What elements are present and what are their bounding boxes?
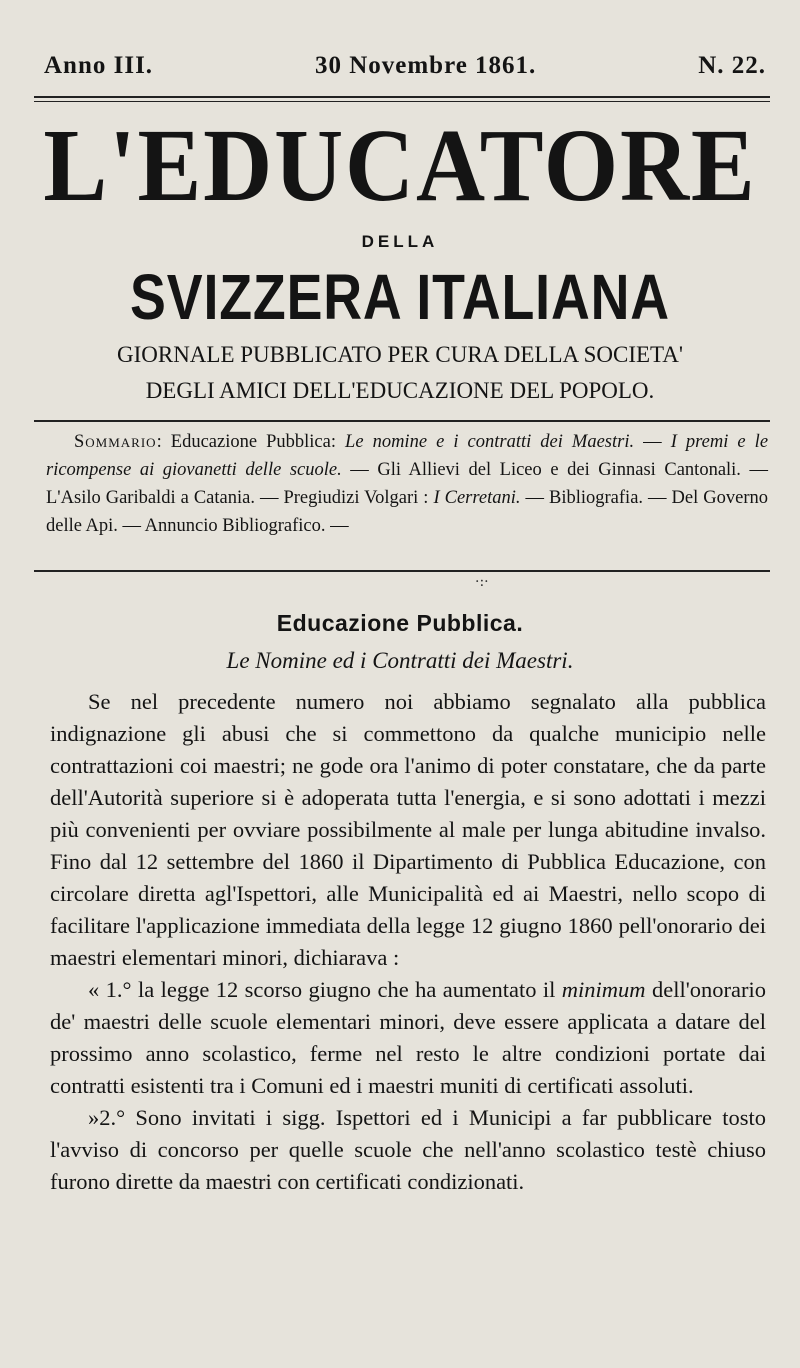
- summary-item: —: [634, 432, 671, 452]
- newspaper-subtitle: SVIZZERA ITALIANA: [130, 261, 670, 333]
- summary-item: Le nomine e i contratti dei Maestri.: [345, 432, 635, 452]
- summary-item: I Cerretani.: [433, 488, 521, 508]
- title-della: DELLA: [361, 232, 439, 251]
- summary-item: I premi e le ricompense ai giovanetti delle scuole.: [46, 432, 769, 480]
- issue-date: 30 Novembre 1861.: [314, 52, 537, 79]
- ornament-mark: ·:·: [475, 574, 489, 590]
- tagline-line-2: DEGLI AMICI DELL'EDUCAZIONE DEL POPOLO.: [145, 378, 655, 403]
- masthead-header-line: [44, 52, 766, 80]
- paragraph-text: dell'onorario de' maestri delle scuole elementari minori, deve essere applicata a datare del prossimo anno scolastico, ferme nel resto le altre condizioni portate dai contratti esistenti tra i Comuni ed i maestri muniti di certificati assoluti.: [50, 977, 766, 1098]
- newspaper-title: L'EDUCATORE: [43, 108, 757, 223]
- summary-rule-top: [34, 420, 770, 422]
- summary-item: — Gli Allievi del Liceo e dei Ginnasi Cantonali. — L'Asilo Garibaldi a Catania. — Pregiudizi Volgari :: [46, 460, 768, 508]
- summary-item: — Bibliografia. — Del Governo delle Api. — Annuncio Bibliografico. —: [46, 488, 768, 536]
- tagline-line-1: GIORNALE PUBBLICATO PER CURA DELLA SOCIETA': [116, 342, 684, 367]
- issue-number: N. 22.: [698, 52, 766, 79]
- article-paragraph: [50, 974, 766, 1102]
- summary-label: Sommario: [74, 432, 157, 452]
- article-paragraph: »2.° Sono invitati i sigg. Ispettori ed i Municipi a far pubblicare tosto l'avviso di concorso per quelle scuole che nell'anno scolastico testè chiuso furono dirette da maestri con certificati condizionati.: [50, 1105, 766, 1194]
- section-title: Educazione Pubblica.: [276, 610, 524, 636]
- volume-label: Anno III.: [44, 52, 154, 79]
- summary-box: Sommario: Educazione Pubblica: Le nomine e i contratti dei Maestri. — I premi e le ricompense ai giovanetti delle scuole. — Gli Allievi del Liceo e dei Ginnasi Cantonali. — L'Asilo Garibaldi a Catania. — Pregiudizi Volgari : I Cerretani. — Bibliografia. — Del Governo delle Api. — Annuncio Bibliografico. —: [46, 432, 769, 536]
- article-title: Le Nomine ed i Contratti dei Maestri.: [226, 648, 574, 673]
- summary-rule-bottom: [34, 570, 770, 572]
- article-body: [50, 686, 766, 1198]
- paragraph-text: « 1.° la legge 12 scorso giugno che ha aumentato il: [88, 977, 562, 1002]
- article-paragraph: Se nel precedente numero noi abbiamo segnalato alla pubblica indignazione gli abusi che si commettono da qualche municipio nelle contrattazioni coi maestri; ne gode ora l'animo di poter constatare, che da parte dell'Autorità superiore si è adoperata tutta l'energia, e si sono adottati i mezzi più convenienti per ovviare possibilmente al male per lunga abitudine invalso. Fino dal 12 settembre del 1860 il Dipartimento di Pubblica Educazione, con circolare diretta agl'Ispettori, alle Municipalità ed ai Maestri, nello scopo di facilitare l'applicazione immediata della legge 12 giugno 1860 pell'onorario dei maestri elementari minori, dichiarava :: [50, 689, 766, 970]
- header-rule-bottom: [34, 101, 770, 102]
- paragraph-emphasis: minimum: [561, 977, 646, 1002]
- summary-item: Educazione Pubblica:: [170, 432, 346, 452]
- header-rule-top: [34, 96, 770, 98]
